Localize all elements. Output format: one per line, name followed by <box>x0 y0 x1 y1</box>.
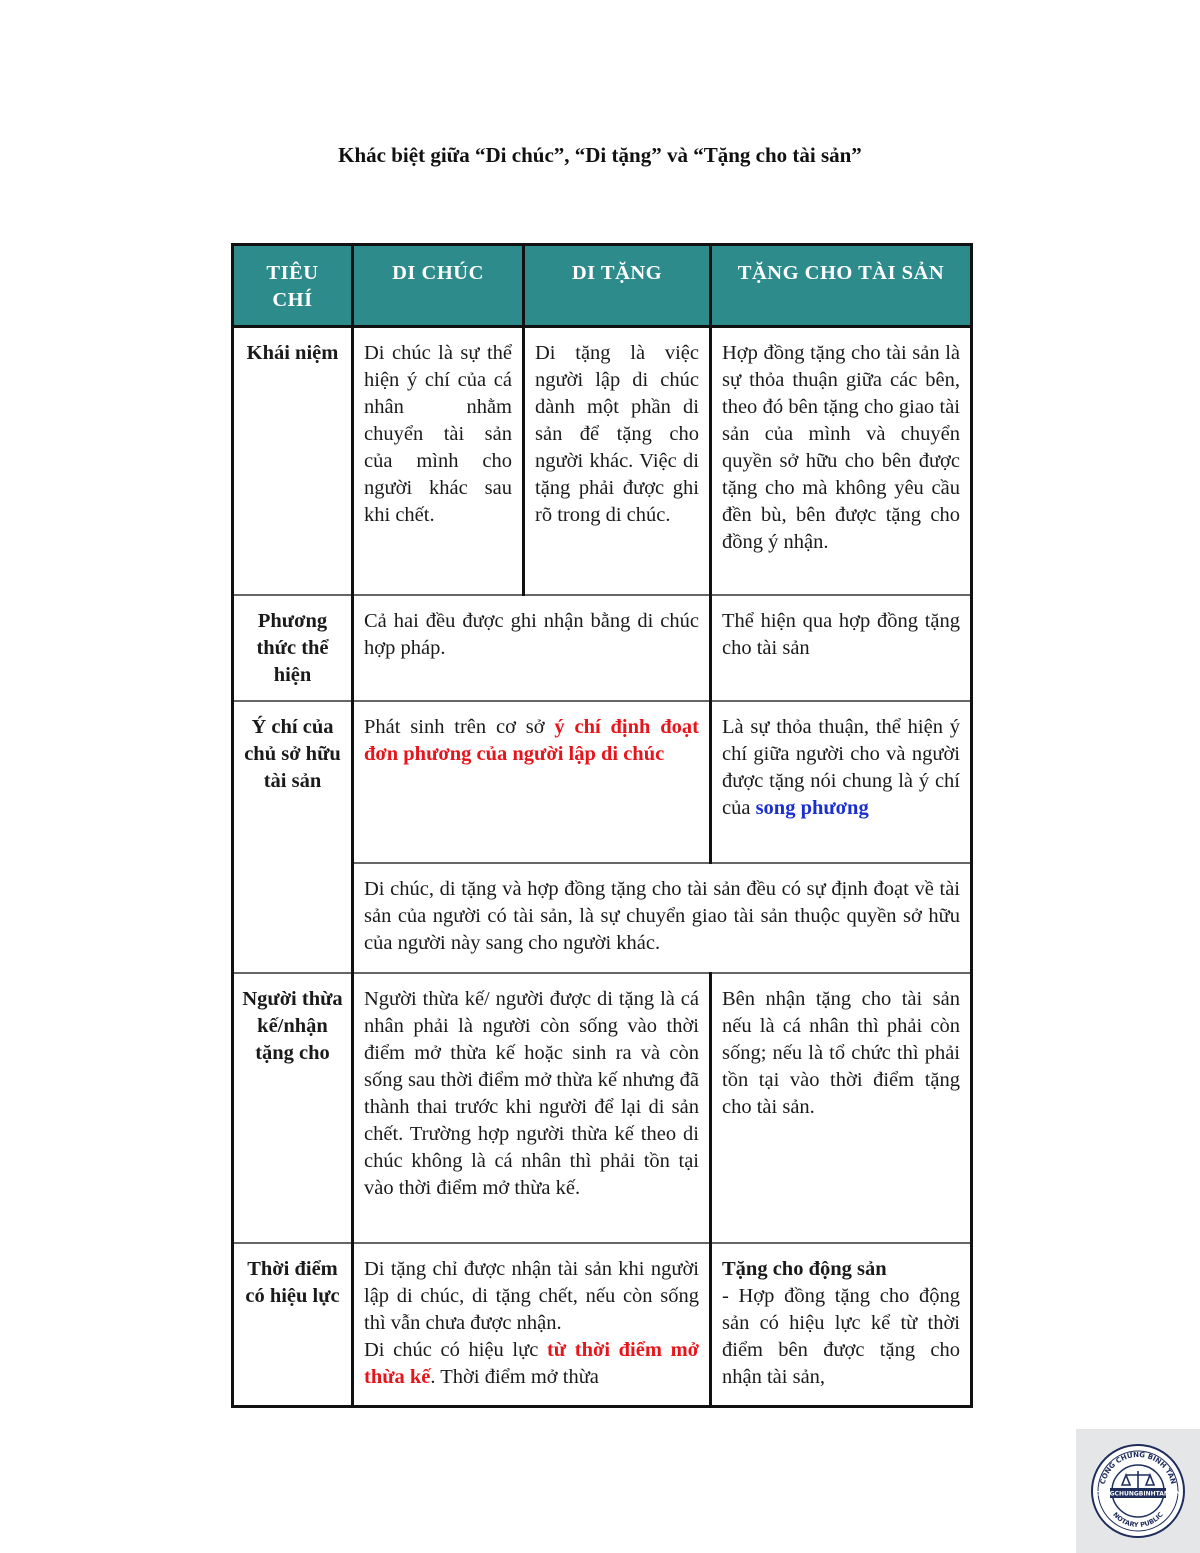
cell-y-chi-tang-cho <box>711 701 972 863</box>
hieu-luc-shared-p2-suffix: . Thời điểm mở thừa <box>430 1365 599 1388</box>
cell-phuong-thuc-shared: Cả hai đều được ghi nhận bằng di chúc hợp pháp. <box>353 595 711 701</box>
comparison-table <box>231 243 973 1408</box>
y-chi-shared-highlight: ý chí định đoạt đơn phương của người lập di chúc <box>364 715 699 765</box>
criterion-y-chi: Ý chí của chủ sở hữu tài sản <box>233 701 353 973</box>
cell-khai-niem-di-tang: Di tặng là việc người lập di chúc dành một phần di sản để tặng cho người khác. Việc di tặng phải được ghi rõ trong di chúc. <box>524 327 711 595</box>
hieu-luc-shared-p2-highlight: từ thời điểm mở thừa kế <box>364 1338 699 1388</box>
y-chi-shared-prefix: Phát sinh trên cơ sở <box>364 715 555 738</box>
cell-hieu-luc-tang-cho <box>711 1243 972 1407</box>
notary-stamp <box>1076 1429 1200 1553</box>
hieu-luc-shared-p1: Di tặng chỉ được nhận tài sản khi người lập di chúc, di tặng chết, nếu còn sống thì vẫn chưa được nhận. <box>364 1257 699 1334</box>
cell-khai-niem-di-chuc: Di chúc là sự thể hiện ý chí của cá nhân nhằm chuyển tài sản của mình cho người khác sau khi chết. <box>353 327 524 595</box>
table-header-row <box>233 245 972 327</box>
header-di-chuc: DI CHÚC <box>353 245 524 327</box>
hieu-luc-tang-cho-text: - Hợp đồng tặng cho động sản có hiệu lực kể từ thời điểm bên được tặng cho nhận tài sản, <box>722 1284 960 1388</box>
criterion-khai-niem: Khái niệm <box>233 327 353 595</box>
stamp-bottom-text: NOTARY PUBLIC <box>1111 1510 1165 1530</box>
y-chi-tang-cho-highlight: song phương <box>755 796 869 819</box>
table-row-phuong-thuc <box>233 595 972 701</box>
y-chi-tang-cho-prefix: Là sự thỏa thuận, thể hiện ý chí giữa người cho và người được tặng nói chung là ý chí của <box>722 715 960 819</box>
criterion-hieu-luc: Thời điểm có hiệu lực <box>233 1243 353 1407</box>
header-criterion: TIÊU CHÍ <box>233 245 353 327</box>
stamp-top-text: CÔNG CHỨNG BÌNH TÂN <box>1098 1450 1178 1486</box>
table-row-nguoi-nhan <box>233 973 972 1243</box>
cell-khai-niem-tang-cho: Hợp đồng tặng cho tài sản là sự thỏa thuận giữa các bên, theo đó bên tặng cho giao tài sản của mình và chuyển quyền sở hữu cho bên được tặng cho mà không yêu cầu đền bù, bên được tặng cho đồng ý nhận. <box>711 327 972 595</box>
cell-hieu-luc-shared <box>353 1243 711 1407</box>
hieu-luc-tang-cho-heading: Tặng cho động sản <box>722 1257 887 1280</box>
table-row-hieu-luc <box>233 1243 972 1407</box>
criterion-nguoi-nhan: Người thừa kế/nhận tặng cho <box>233 973 353 1243</box>
table-row-khai-niem <box>233 327 972 595</box>
cell-y-chi-common: Di chúc, di tặng và hợp đồng tặng cho tài sản đều có sự định đoạt về tài sản của người có tài sản, là sự chuyển giao tài sản thuộc quyền sở hữu của người này sang cho người khác. <box>353 863 972 973</box>
criterion-phuong-thuc: Phương thức thể hiện <box>233 595 353 701</box>
hieu-luc-shared-p2-prefix: Di chúc có hiệu lực <box>364 1338 547 1361</box>
cell-nguoi-nhan-shared: Người thừa kế/ người được di tặng là cá nhân phải là người còn sống vào thời điểm mở thừa kế hoặc sinh ra và còn sống sau thời điểm mở thừa kế nhưng đã thành thai trước khi người để lại di sản chết. Trường hợp người thừa kế theo di chúc không là cá nhân thì phải tồn tại vào thời điểm mở thừa kế. <box>353 973 711 1243</box>
cell-y-chi-shared <box>353 701 711 863</box>
document-title: Khác biệt giữa “Di chúc”, “Di tặng” và “Tặng cho tài sản” <box>338 143 862 167</box>
table-row-y-chi <box>233 701 972 863</box>
cell-nguoi-nhan-tang-cho: Bên nhận tặng cho tài sản nếu là cá nhân thì phải còn sống; nếu là tổ chức thì phải tồn tại vào thời điểm tặng cho tài sản. <box>711 973 972 1243</box>
cell-phuong-thuc-tang-cho: Thể hiện qua hợp đồng tặng cho tài sản <box>711 595 972 701</box>
stamp-band-text: CONGCHUNGBINHTAN.VN <box>1095 1490 1181 1498</box>
header-tang-cho: TẶNG CHO TÀI SẢN <box>711 245 972 327</box>
notary-seal-icon <box>1090 1443 1186 1539</box>
header-di-tang: DI TẶNG <box>524 245 711 327</box>
